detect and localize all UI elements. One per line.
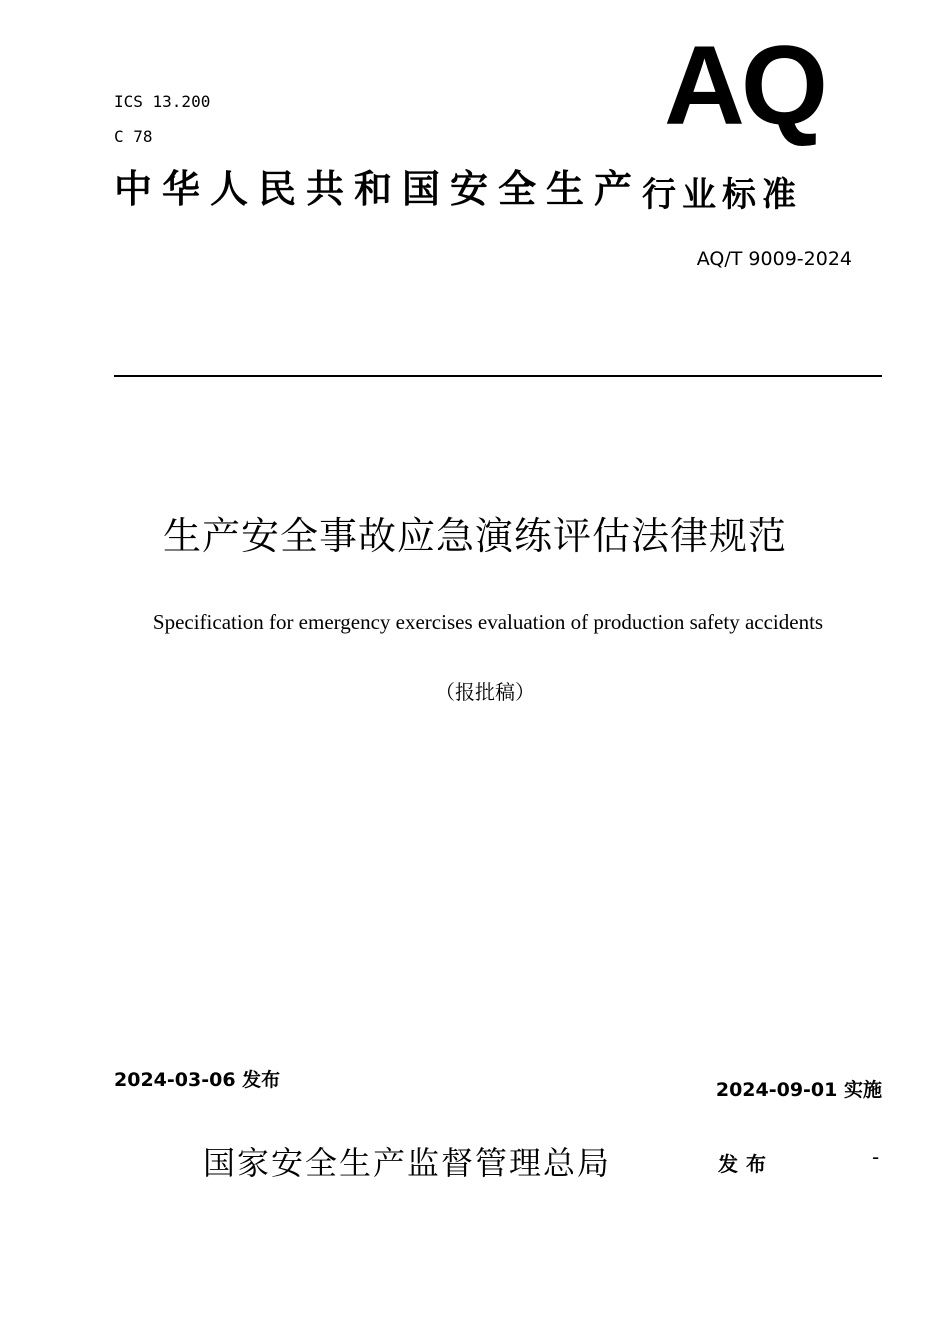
issuing-authority: 国家安全生产监督管理总局 — [203, 1144, 612, 1182]
document-title-cn: 生产安全事故应急演练评估法律规范 — [162, 514, 787, 558]
draft-status: （报批稿） — [435, 680, 535, 704]
trailing-dash: - — [872, 1145, 880, 1169]
publish-label: 发布 — [718, 1152, 774, 1176]
publish-date: 2024-03-06 发布 — [114, 1069, 281, 1091]
header-divider — [114, 375, 882, 377]
classification-code: C 78 — [114, 127, 153, 146]
ics-code: ICS 13.200 — [114, 92, 211, 111]
implement-date: 2024-09-01 实施 — [715, 1079, 882, 1101]
standard-title-tail: 行业标准 — [642, 175, 803, 215]
document-title-en: Specification for emergency exercises evaluation of production safety accidents — [152, 610, 824, 634]
standard-title-main: 中华人民共和国安全生产 — [114, 167, 643, 211]
aq-logo: AQ — [664, 23, 824, 148]
standard-code: AQ/T 9009-2024 — [696, 248, 852, 270]
standard-title — [114, 158, 802, 213]
